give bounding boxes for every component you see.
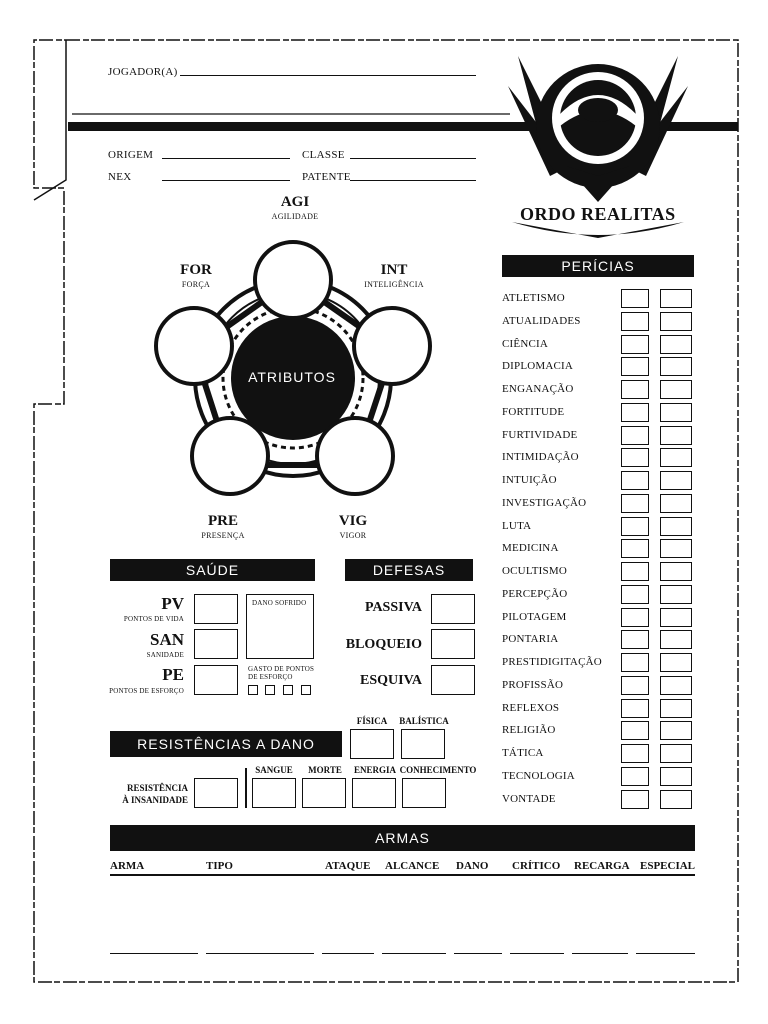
- pre-label: PRE: [208, 513, 238, 529]
- pv-box[interactable]: [194, 594, 238, 624]
- int-sub: INTELIGÊNCIA: [364, 280, 424, 289]
- for-circle[interactable]: [154, 306, 234, 386]
- skill-bonus-box[interactable]: [660, 699, 692, 718]
- death-label: MORTE: [308, 765, 342, 775]
- skill-bonus-box[interactable]: [660, 289, 692, 308]
- weapon-col-special: ESPECIAL: [640, 860, 696, 872]
- skill-training-box[interactable]: [621, 448, 649, 467]
- agi-label: AGI: [280, 194, 310, 210]
- death-box[interactable]: [302, 778, 346, 808]
- skill-training-box[interactable]: [621, 585, 649, 604]
- dodge-defense-box[interactable]: [431, 665, 475, 695]
- skill-training-box[interactable]: [621, 312, 649, 331]
- insanity-resistance-label-1: RESISTÊNCIA: [126, 783, 188, 793]
- skills-banner: PERÍCIAS: [502, 255, 694, 277]
- san-box[interactable]: [194, 629, 238, 659]
- skill-name: PRESTIDIGITAÇÃO: [502, 656, 602, 668]
- passive-defense-label: PASSIVA: [364, 600, 422, 615]
- effort-check-2[interactable]: [265, 685, 275, 695]
- weapon-line-special[interactable]: [636, 953, 695, 954]
- damage-taken-label: DANO SOFRIDO: [252, 599, 307, 607]
- skill-training-box[interactable]: [621, 790, 649, 809]
- skill-training-box[interactable]: [621, 676, 649, 695]
- skill-row: [502, 471, 694, 491]
- skill-name: DIPLOMACIA: [502, 360, 574, 373]
- skill-bonus-box[interactable]: [660, 585, 692, 604]
- skill-bonus-box[interactable]: [660, 767, 692, 786]
- skill-name: INVESTIGAÇÃO: [502, 496, 587, 509]
- logo-text: ORDO REALITAS: [520, 204, 676, 224]
- pe-sub: PONTOS DE ESFORÇO: [109, 687, 184, 695]
- pv-label: PV: [161, 594, 184, 613]
- skill-row: [502, 721, 694, 741]
- skill-training-box[interactable]: [621, 721, 649, 740]
- skill-name: FURTIVIDADE: [502, 428, 578, 441]
- player-label: JOGADOR(A): [108, 66, 178, 78]
- skill-name: ENGANAÇÃO: [502, 383, 574, 395]
- skill-training-box[interactable]: [621, 357, 649, 376]
- skill-bonus-box[interactable]: [660, 471, 692, 490]
- skill-row: [502, 608, 694, 628]
- nex-label: NEX: [108, 171, 132, 183]
- skill-row: [502, 403, 694, 423]
- vig-label: VIG: [338, 513, 368, 529]
- weapon-line-attack[interactable]: [322, 953, 374, 954]
- ballistic-box[interactable]: [401, 729, 445, 759]
- for-label: FOR: [180, 262, 212, 278]
- skill-row: [502, 699, 694, 719]
- skill-bonus-box[interactable]: [660, 403, 692, 422]
- weapon-col-attack: ATAQUE: [325, 860, 371, 872]
- skill-row: [502, 653, 694, 673]
- skill-row: [502, 312, 694, 332]
- defenses-banner: DEFESAS: [345, 559, 473, 581]
- physical-label: FÍSICA: [356, 716, 388, 726]
- pe-box[interactable]: [194, 665, 238, 695]
- skill-training-box[interactable]: [621, 653, 649, 672]
- skill-row: [502, 357, 694, 377]
- skill-row: [502, 448, 694, 468]
- blood-label: SANGUE: [255, 765, 293, 775]
- rank-field[interactable]: [350, 180, 476, 181]
- skill-bonus-box[interactable]: [660, 562, 692, 581]
- skill-name: TECNOLOGIA: [502, 769, 575, 782]
- weapon-col-range: ALCANCE: [385, 860, 440, 872]
- int-circle[interactable]: [352, 306, 432, 386]
- effort-check-4[interactable]: [301, 685, 311, 695]
- weapon-line-type[interactable]: [206, 953, 314, 954]
- skill-name: MEDICINA: [502, 542, 559, 555]
- skill-name: PERCEPÇÃO: [502, 587, 568, 600]
- weapon-line-reload[interactable]: [572, 953, 628, 954]
- skill-bonus-box[interactable]: [660, 653, 692, 672]
- skill-name: ATLETISMO: [502, 292, 565, 304]
- skill-row: [502, 767, 694, 787]
- health-banner: SAÚDE: [110, 559, 315, 581]
- san-sub: SANIDADE: [146, 651, 184, 659]
- skill-training-box[interactable]: [621, 562, 649, 581]
- agi-circle[interactable]: [253, 240, 333, 320]
- skill-training-box[interactable]: [621, 699, 649, 718]
- nex-field[interactable]: [162, 180, 290, 181]
- skill-bonus-box[interactable]: [660, 357, 692, 376]
- skill-row: [502, 744, 694, 764]
- insanity-resistance-label-2: À INSANIDADE: [122, 795, 188, 805]
- skill-name: VONTADE: [502, 792, 556, 805]
- weapon-line-critical[interactable]: [510, 953, 564, 954]
- origin-label: ORIGEM: [108, 149, 154, 161]
- weapons-header-rule: [110, 874, 695, 876]
- skill-training-box[interactable]: [621, 471, 649, 490]
- skill-row: [502, 289, 694, 309]
- skill-training-box[interactable]: [621, 767, 649, 786]
- weapon-line-damage[interactable]: [454, 953, 502, 954]
- skill-name: CIÊNCIA: [502, 337, 549, 350]
- skill-bonus-box[interactable]: [660, 517, 692, 536]
- skill-name: FORTITUDE: [502, 405, 565, 418]
- skill-bonus-box[interactable]: [660, 744, 692, 763]
- int-label: INT: [380, 262, 408, 278]
- skill-bonus-box[interactable]: [660, 335, 692, 354]
- skill-bonus-box[interactable]: [660, 539, 692, 558]
- agi-sub: AGILIDADE: [271, 212, 319, 221]
- skill-row: [502, 676, 694, 696]
- physical-box[interactable]: [350, 729, 394, 759]
- passive-defense-box[interactable]: [431, 594, 475, 624]
- skill-training-box[interactable]: [621, 426, 649, 445]
- energy-box[interactable]: [352, 778, 396, 808]
- energy-label: ENERGIA: [353, 765, 396, 775]
- skill-name: TÁTICA: [502, 747, 544, 759]
- skill-bonus-box[interactable]: [660, 630, 692, 649]
- knowledge-box[interactable]: [402, 778, 446, 808]
- skill-training-box[interactable]: [621, 630, 649, 649]
- skill-name: OCULTISMO: [502, 565, 567, 577]
- skill-training-box[interactable]: [621, 608, 649, 627]
- skill-bonus-box[interactable]: [660, 721, 692, 740]
- skill-row: [502, 494, 694, 514]
- skill-row: [502, 562, 694, 582]
- blood-box[interactable]: [252, 778, 296, 808]
- skill-name: ATUALIDADES: [502, 314, 581, 327]
- weapon-col-reload: RECARGA: [574, 860, 630, 872]
- weapon-line-range[interactable]: [382, 953, 446, 954]
- skill-row: [502, 517, 694, 537]
- skill-bonus-box[interactable]: [660, 448, 692, 467]
- skill-row: [502, 380, 694, 400]
- san-label: SAN: [149, 630, 184, 649]
- weapons-banner: ARMAS: [110, 825, 695, 851]
- pre-circle[interactable]: [190, 416, 270, 496]
- skill-row: [502, 335, 694, 355]
- effort-check-3[interactable]: [283, 685, 293, 695]
- rank-label: PATENTE: [302, 171, 351, 183]
- skill-name: PROFISSÃO: [502, 678, 564, 691]
- pv-sub: PONTOS DE VIDA: [123, 615, 184, 623]
- skill-training-box[interactable]: [621, 517, 649, 536]
- weapon-line-name[interactable]: [110, 953, 198, 954]
- effort-check-1[interactable]: [248, 685, 258, 695]
- skill-training-box[interactable]: [621, 494, 649, 513]
- weapon-col-type: TIPO: [206, 860, 233, 872]
- pre-sub: PRESENÇA: [201, 531, 245, 540]
- origin-field[interactable]: [162, 158, 290, 159]
- resistances-banner: RESISTÊNCIAS A DANO: [110, 731, 342, 757]
- skill-name: PILOTAGEM: [502, 610, 567, 623]
- skill-name: LUTA: [502, 519, 532, 532]
- effort-cost-label: GASTO DE PONTOS DE ESFORÇO: [248, 665, 315, 681]
- class-field[interactable]: [350, 158, 476, 159]
- weapon-col-damage: DANO: [456, 860, 489, 872]
- skill-row: [502, 585, 694, 605]
- skill-row: [502, 630, 694, 650]
- weapon-col-name: ARMA: [110, 860, 145, 872]
- skill-training-box[interactable]: [621, 380, 649, 399]
- skill-training-box[interactable]: [621, 403, 649, 422]
- skill-name: INTUIÇÃO: [502, 474, 557, 486]
- insanity-resistance-box[interactable]: [194, 778, 238, 808]
- skill-name: REFLEXOS: [502, 701, 560, 714]
- skill-name: PONTARIA: [502, 633, 559, 646]
- skill-row: [502, 539, 694, 559]
- skill-training-box[interactable]: [621, 335, 649, 354]
- skill-bonus-box[interactable]: [660, 494, 692, 513]
- class-label: CLASSE: [302, 149, 345, 161]
- skill-row: [502, 790, 694, 810]
- ballistic-label: BALÍSTICA: [399, 716, 449, 726]
- block-defense-box[interactable]: [431, 629, 475, 659]
- pe-label: PE: [162, 665, 184, 684]
- skill-training-box[interactable]: [621, 744, 649, 763]
- skill-bonus-box[interactable]: [660, 676, 692, 695]
- vig-sub: VIGOR: [339, 531, 367, 540]
- vig-circle[interactable]: [315, 416, 395, 496]
- skill-bonus-box[interactable]: [660, 380, 692, 399]
- knowledge-label: CONHECIMENTO: [399, 765, 477, 775]
- block-defense-label: BLOQUEIO: [345, 637, 422, 652]
- resistance-divider: [245, 768, 247, 808]
- player-field[interactable]: [180, 75, 476, 76]
- weapon-col-critical: CRÍTICO: [512, 860, 561, 872]
- skill-bonus-box[interactable]: [660, 790, 692, 809]
- skill-bonus-box[interactable]: [660, 608, 692, 627]
- for-sub: FORÇA: [181, 280, 211, 289]
- skill-name: INTIMIDAÇÃO: [502, 451, 579, 464]
- skill-training-box[interactable]: [621, 539, 649, 558]
- skill-name: RELIGIÃO: [502, 724, 556, 737]
- attributes-center-label: ATRIBUTOS: [248, 369, 336, 385]
- skill-bonus-box[interactable]: [660, 426, 692, 445]
- skill-row: [502, 426, 694, 446]
- dodge-defense-label: ESQUIVA: [360, 673, 422, 688]
- skill-training-box[interactable]: [621, 289, 649, 308]
- skill-bonus-box[interactable]: [660, 312, 692, 331]
